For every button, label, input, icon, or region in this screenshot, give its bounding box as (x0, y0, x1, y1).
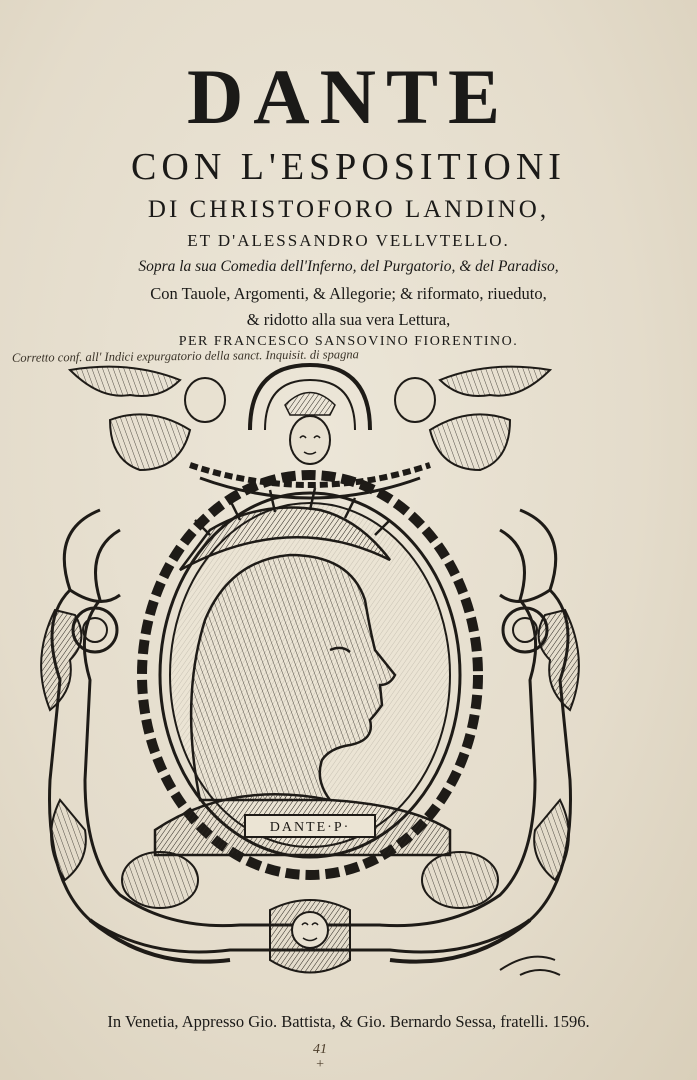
imprint-line: In Venetia, Appresso Gio. Battista, & Gio. Bernardo Sessa, fratelli. 1596. (107, 1012, 590, 1031)
title-con-espositioni: CON L'ESPOSITIONI (131, 146, 566, 188)
portrait-label: DANTE·P· (269, 820, 351, 835)
title-sopra-comedia: Sopra la sua Comedia dell'Inferno, del Purgatorio, & del Paradiso, (138, 258, 559, 275)
manuscript-censorship-note: Corretto conf. all' Indici expurgatorio della sanct. Inquisit. di spagna (11, 347, 359, 365)
title-sansovino: PER FRANCESCO SANSOVINO FIORENTINO. (178, 334, 519, 349)
title-dante: DANTE (186, 53, 511, 140)
title-ridotto: & ridotto alla sua vera Lettura, (246, 310, 451, 329)
title-con-tauole: Con Tauole, Argomenti, & Allegorie; & riformato, riueduto, (150, 284, 547, 303)
folio-cross: + (315, 1057, 325, 1072)
dante-portrait-woodcut (30, 360, 590, 1000)
top-arch-ornament (250, 365, 370, 464)
folio-mark (290, 1042, 350, 1072)
title-vellutello: ET D'ALESSANDRO VELLVTELLO. (187, 231, 510, 250)
folio-number: 41 (313, 1042, 327, 1057)
lower-ornaments (90, 852, 560, 975)
title-landino: DI CHRISTOFORO LANDINO, (147, 196, 550, 223)
